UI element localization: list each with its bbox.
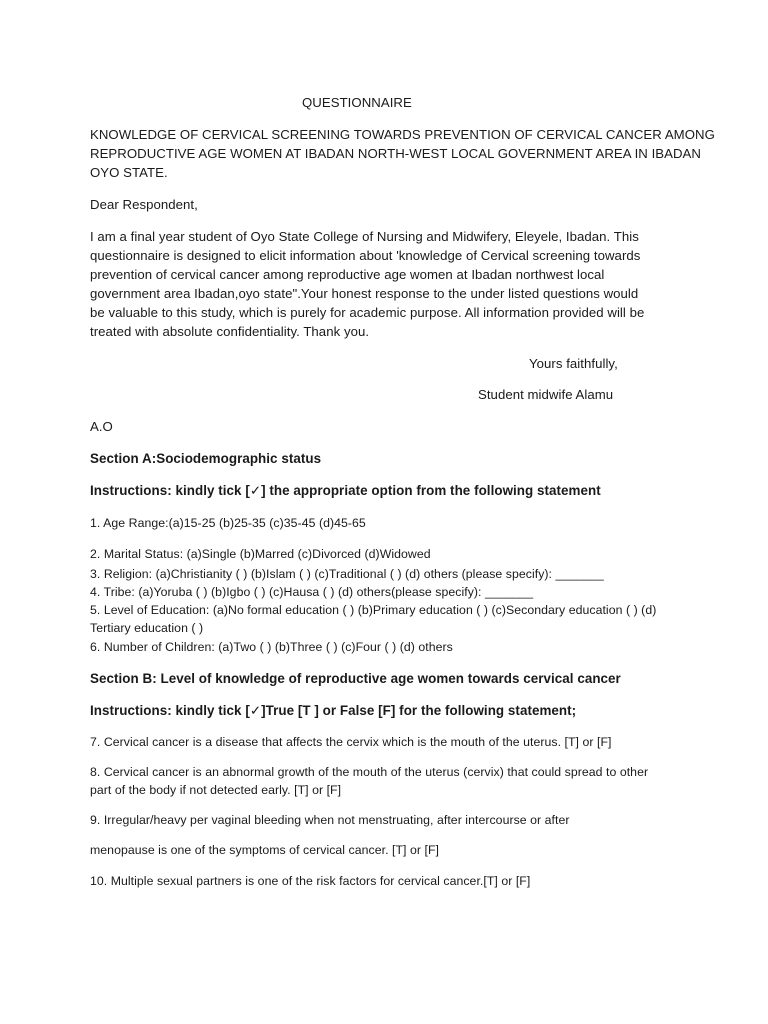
- intro-line-4: government area Ibadan,oyo state".Your honest response to the under listed questions would: [90, 286, 639, 301]
- heading-line-3: OYO STATE.: [90, 165, 168, 180]
- question-5-line-1: 5. Level of Education: (a)No formal education ( ) (b)Primary education ( ) (c)Secondary education ( ) (d): [90, 603, 657, 617]
- section-b-title: Section B: Level of knowledge of reproductive age women towards cervical cancer: [90, 671, 621, 686]
- intro-line-3: prevention of cervical cancer among reproductive age women at Ibadan northwest local: [90, 267, 605, 282]
- heading-line-2: REPRODUCTIVE AGE WOMEN AT IBADAN NORTH-WEST LOCAL GOVERNMENT AREA IN IBADAN: [90, 146, 701, 161]
- question-8-line-1: 8. Cervical cancer is an abnormal growth of the mouth of the uterus (cervix) that could spread to other: [90, 765, 649, 779]
- intro-line-1: I am a final year student of Oyo State College of Nursing and Midwifery, Eleyele, Ibadan. This: [90, 229, 639, 244]
- intro-line-5: be valuable to this study, which is purely for academic purpose. All information provided will be: [90, 305, 645, 320]
- section-b-instructions: Instructions: kindly tick [✓]True [T ] or False [F] for the following statement;: [90, 703, 577, 718]
- question-2: 2. Marital Status: (a)Single (b)Marred (c)Divorced (d)Widowed: [90, 547, 431, 561]
- question-1: 1. Age Range:(a)15-25 (b)25-35 (c)35-45 (d)45-65: [90, 516, 366, 530]
- section-a-instructions: Instructions: kindly tick [✓] the appropriate option from the following statement: [90, 483, 601, 498]
- question-8-line-2: part of the body if not detected early. [T] or [F]: [90, 783, 342, 797]
- heading-line-1: KNOWLEDGE OF CERVICAL SCREENING TOWARDS PREVENTION OF CERVICAL CANCER AMONG: [90, 127, 715, 142]
- question-7: 7. Cervical cancer is a disease that affects the cervix which is the mouth of the uterus. [T] or [F]: [90, 735, 612, 749]
- question-9-line-1: 9. Irregular/heavy per vaginal bleeding when not menstruating, after intercourse or after: [90, 813, 570, 827]
- closing: Yours faithfully,: [529, 356, 618, 371]
- salutation: Dear Respondent,: [90, 197, 198, 212]
- initials: A.O: [90, 419, 113, 434]
- question-9-line-2: menopause is one of the symptoms of cervical cancer. [T] or [F]: [90, 843, 439, 857]
- question-3: 3. Religion: (a)Christianity ( ) (b)Islam ( ) (c)Traditional ( ) (d) others (please specify): _______: [90, 567, 604, 581]
- question-4: 4. Tribe: (a)Yoruba ( ) (b)Igbo ( ) (c)Hausa ( ) (d) others(please specify): _______: [90, 585, 534, 599]
- signature: Student midwife Alamu: [478, 387, 614, 402]
- intro-line-2: questionnaire is designed to elicit information about 'knowledge of Cervical screening towards: [90, 248, 641, 263]
- intro-line-6: treated with absolute confidentiality. Thank you.: [90, 324, 370, 339]
- section-a-title: Section A:Sociodemographic status: [90, 451, 322, 466]
- question-6: 6. Number of Children: (a)Two ( ) (b)Three ( ) (c)Four ( ) (d) others: [90, 640, 453, 654]
- question-10: 10. Multiple sexual partners is one of the risk factors for cervical cancer.[T] or [F]: [90, 874, 531, 888]
- question-5-line-2: Tertiary education ( ): [90, 621, 204, 635]
- document-title: QUESTIONNAIRE: [302, 95, 412, 110]
